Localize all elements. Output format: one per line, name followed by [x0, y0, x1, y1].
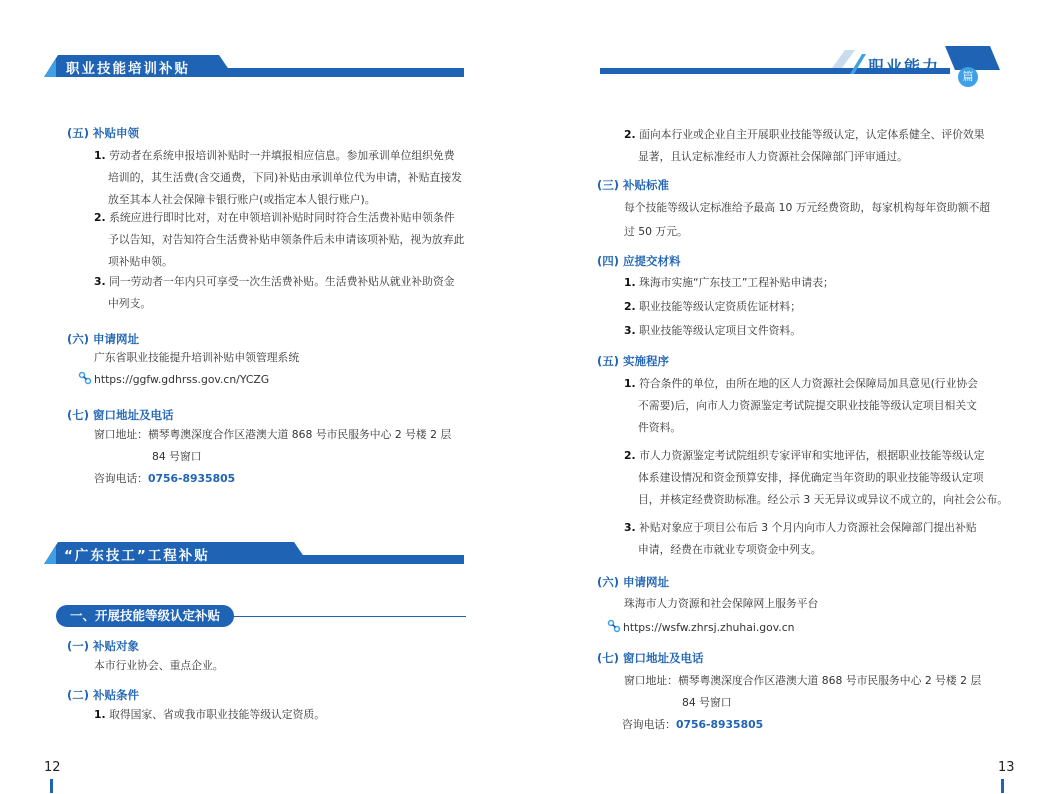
right-s6-url[interactable]: https://wsfw.zhrsj.zhuhai.gov.cn — [623, 621, 795, 634]
left-s6-url[interactable]: https://ggfw.gdhrss.gov.cn/YCZG — [94, 373, 270, 386]
left-s7-address — [94, 424, 451, 490]
left-s6-system-name: 广东省职业技能提升培训补贴申领管理系统 — [94, 351, 300, 364]
addr-label: 窗口地址： — [624, 674, 678, 687]
item-line: 放至其本人社会保障卡银行账户(或指定本人银行账户)。 — [108, 193, 376, 206]
header-badge-label: 篇 — [962, 70, 974, 83]
item-line: 显著，且认定标准经市人力资源社会保障部门评审通过。 — [638, 150, 908, 163]
header-right-title: 职业能力 — [868, 57, 941, 76]
page-number-right: 13 — [998, 760, 1015, 775]
right-s6-head: (六) 申请网址 — [597, 575, 670, 589]
item-line: 同一劳动者一年内只可享受一次生活费补贴。生活费补贴从就业补助资金 — [109, 275, 455, 288]
right-s5-item-2 — [624, 445, 1008, 511]
left-s5-item-2 — [94, 207, 464, 273]
text-line: 每个技能等级认定标准给予最高 10 万元经费资助，每家机构每年资助额不超 — [624, 201, 991, 214]
text-line: 过 50 万元。 — [624, 225, 688, 238]
item-number: 3. — [624, 324, 636, 337]
subsection-pill: 一、开展技能等级认定补贴 — [56, 605, 234, 627]
list-item — [624, 296, 834, 318]
right-s4-head: (四) 应提交材料 — [597, 254, 681, 268]
header-right-badge — [958, 67, 978, 87]
item-line: 予以告知，对告知符合生活费补贴申领条件后未申请该项补贴，视为放弃此 — [108, 233, 465, 246]
right-s7-head: (七) 窗口地址及电话 — [597, 651, 704, 665]
right-s3-text — [624, 197, 990, 243]
tel-number: 0756-8935805 — [147, 472, 236, 485]
addr-line: 横琴粤澳深度合作区港澳大道 868 号市民服务中心 2 号楼 2 层 — [147, 428, 452, 441]
list-item — [624, 272, 834, 294]
link-icon — [607, 619, 621, 633]
item-number: 1. — [94, 708, 106, 721]
item-number: 3. — [624, 521, 636, 534]
left-s5-item-3 — [94, 271, 455, 315]
left-s5-head: (五) 补贴申领 — [67, 126, 140, 140]
section-banner-guangdong-jigong — [44, 542, 464, 564]
item-number: 1. — [624, 276, 636, 289]
left-t1-text: 本市行业协会、重点企业。 — [94, 659, 224, 672]
left-t2-head: (二) 补贴条件 — [67, 688, 140, 702]
item-number: 3. — [94, 275, 106, 288]
page-edge-bar-right — [1001, 779, 1004, 793]
addr-line: 横琴粤澳深度合作区港澳大道 868 号市民服务中心 2 号楼 2 层 — [677, 674, 982, 687]
item-line: 目，并核定经费资助标准。经公示 3 天无异议或异议不成立的，向社会公布。 — [638, 493, 1009, 506]
item-number: 2. — [624, 449, 636, 462]
item-line: 申请，经费在市就业专项资金中列支。 — [638, 543, 822, 556]
left-s6-head: (六) 申请网址 — [67, 332, 140, 346]
tel-number: 0756-8935805 — [675, 718, 764, 731]
item-number: 2. — [624, 300, 636, 313]
header-banner-title: 职业技能培训补贴 — [66, 61, 190, 77]
right-s5-item-3 — [624, 517, 977, 561]
item-text: 职业技能等级认定资质佐证材料； — [639, 300, 802, 313]
item-line: 劳动者在系统申报培训补贴时一并填报相应信息。参加承训单位组织免费 — [109, 149, 455, 162]
addr-line: 84 号窗口 — [682, 696, 732, 709]
page-edge-bar-left — [50, 779, 53, 793]
item-line: 取得国家、省或我市职业技能等级认定资质。 — [109, 708, 325, 721]
right-s6-url-row[interactable] — [607, 617, 795, 639]
item-line: 培训的，其生活费(含交通费，下同)补贴由承训单位代为申请，补贴直接发 — [108, 171, 462, 184]
right-s6-platform-name: 珠海市人力资源和社会保障网上服务平台 — [624, 597, 819, 610]
item-number: 2. — [624, 128, 636, 141]
right-s5-item-1 — [624, 373, 978, 439]
left-s5-item-1 — [94, 145, 462, 211]
section-banner-title: “广东技工”工程补贴 — [64, 548, 210, 564]
item-number: 2. — [94, 211, 106, 224]
right-item-2 — [624, 124, 985, 168]
item-line: 项补贴申领。 — [108, 255, 173, 268]
header-right — [600, 40, 1020, 90]
left-t2-item-1 — [94, 704, 325, 726]
item-line: 不需要)后，向市人力资源鉴定考试院提交职业技能等级认定项目相关文 — [638, 399, 977, 412]
list-item — [624, 320, 834, 342]
item-line: 体系建设情况和资金预算安排，择优确定当年资助的职业技能等级认定项 — [638, 471, 984, 484]
left-s7-head: (七) 窗口地址及电话 — [67, 408, 174, 422]
addr-label: 窗口地址： — [94, 428, 148, 441]
tel-label: 咨询电话： — [94, 472, 148, 485]
right-s7-address — [624, 670, 981, 736]
page-number-left: 12 — [44, 760, 61, 775]
item-line: 系统应进行即时比对，对在申领培训补贴时同时符合生活费补贴申领条件 — [109, 211, 455, 224]
item-number: 1. — [624, 377, 636, 390]
link-icon — [78, 371, 92, 385]
tel-label: 咨询电话： — [622, 718, 676, 731]
addr-line: 84 号窗口 — [152, 450, 202, 463]
right-s4-list — [624, 272, 834, 342]
right-s3-head: (三) 补贴标准 — [597, 178, 670, 192]
item-line: 面向本行业或企业自主开展职业技能等级认定，认定体系健全、评价效果 — [639, 128, 985, 141]
header-banner-left — [44, 55, 464, 77]
item-text: 职业技能等级认定项目文件资料。 — [639, 324, 802, 337]
item-line: 件资料。 — [638, 421, 682, 434]
item-line: 市人力资源鉴定考试院组织专家评审和实地评估，根据职业技能等级认定 — [639, 449, 985, 462]
item-line: 符合条件的单位，由所在地的区人力资源社会保障局加具意见(行业协会 — [639, 377, 978, 390]
item-number: 1. — [94, 149, 106, 162]
item-line: 中列支。 — [108, 297, 152, 310]
item-text: 珠海市实施“广东技工”工程补贴申请表； — [639, 276, 834, 289]
right-s5-head: (五) 实施程序 — [597, 354, 670, 368]
left-s6-url-row[interactable] — [78, 369, 269, 391]
item-line: 补贴对象应于项目公布后 3 个月内向市人力资源社会保障部门提出补贴 — [639, 521, 977, 534]
left-t1-head: (一) 补贴对象 — [67, 639, 140, 653]
